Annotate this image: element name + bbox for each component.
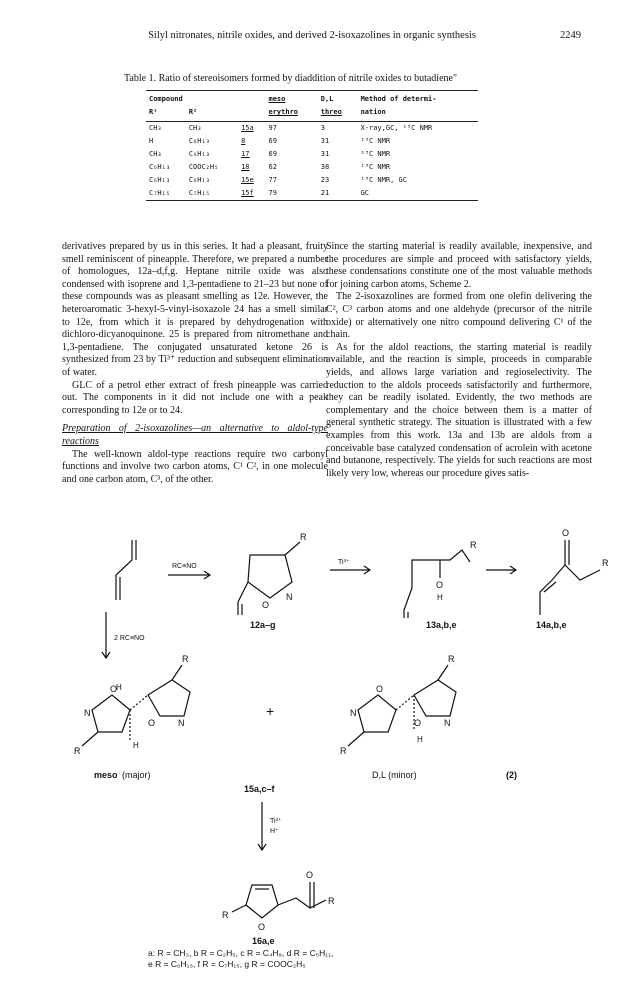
cell-compound: 15e [241, 176, 254, 184]
cell-r1: CH₃ [149, 150, 162, 158]
cell-r1: CH₃ [149, 124, 162, 132]
cell-dl: 23 [320, 176, 330, 184]
cell-dl: 31 [320, 150, 330, 158]
compound-label-14: 14a,b,e [536, 620, 567, 630]
compound-label-13: 13a,b,e [426, 620, 457, 630]
atom-o: O [148, 718, 156, 728]
reagent-ti3: Ti³⁺ [338, 559, 350, 566]
atom-o: O [436, 580, 444, 590]
reagent-2-nitrile-oxide: 2 RC≡NO [114, 635, 145, 642]
cell-compound: 8 [241, 137, 246, 145]
cell-r2: C₆H₁₃ [188, 176, 210, 184]
atom-r: R [74, 746, 81, 756]
cell-meso: 62 [268, 163, 277, 171]
atom-r: R [602, 558, 609, 568]
atom-o: O [414, 718, 422, 728]
atom-r: R [182, 654, 189, 664]
cell-method: ¹³C NMR, GC [360, 176, 407, 184]
atom-r: R [222, 910, 229, 920]
footnote-line: e R = C₆H₁₃, f R = C₇H₁₅, g R = COOC₂H₅ [148, 959, 306, 969]
cell-dl: 21 [320, 189, 330, 197]
paragraph: The well-known aldol-type reactions require two carbonyl functions and involve two carbon atoms, C¹ C², in one molecule and one carbon atom, C³, of the other. [62, 448, 328, 485]
cell-meso: 69 [268, 150, 277, 158]
header-meso: meso [268, 95, 286, 103]
header-erythro: erythro [266, 106, 318, 122]
plus-sign: + [266, 703, 275, 719]
cell-dl: 31 [320, 137, 330, 145]
cell-r1: H [149, 137, 154, 145]
bis-isoxazoline-dl-structure [348, 665, 456, 746]
cell-r2: COOC₂H₅ [188, 163, 219, 171]
left-text-column [62, 241, 328, 486]
bis-isoxazoline-meso-structure [82, 665, 190, 746]
header-compound: Compound [149, 95, 183, 103]
page-number: 2249 [560, 30, 581, 41]
label-meso: meso [94, 770, 118, 780]
compound-label-15: 15a,c–f [244, 784, 275, 794]
atom-n: N [286, 592, 293, 602]
scheme-number: (2) [506, 770, 517, 780]
table-row [146, 187, 478, 201]
cell-method: X-ray,GC, ¹³C NMR [360, 124, 433, 132]
cell-dl: 3 [320, 124, 325, 132]
atom-n: N [444, 718, 451, 728]
atom-r: R [300, 532, 307, 542]
cell-method: ¹³C NMR [360, 163, 391, 171]
paragraph: As for the aldol reactions, the starting material is readily available, and the reaction is simple, proceeds in comparable yields, and allows large variation and regioselectivity. The reduction to the aldols proceeds satisfactorily and furthermore, they can be readily isolated. Evidently, the two methods are complementary and the choice between them is a matter of general synthetic strategy. The situation is illustrated with a few examples from this work. 13a and 13b are aldols from a conceivable base catalyzed condensation of acrolein with acetone and butanone, respectively. The yields for such reactions are most likely very low, whereas our procedure gives satis- [326, 341, 592, 479]
cell-compound: 15f [241, 189, 254, 197]
stereoisomer-table [146, 90, 478, 201]
furan-16-structure [232, 882, 326, 918]
cell-meso: 97 [268, 124, 277, 132]
header-method: Method of determi- [360, 95, 437, 103]
reagent-h: H⁺ [270, 828, 279, 835]
enone-14-structure [540, 540, 600, 615]
butadiene-structure [116, 540, 136, 600]
cell-method: GC [360, 189, 369, 197]
atom-n: N [350, 708, 357, 718]
paragraph: derivatives prepared by us in this series. It had a pleasant, fruity smell reminiscent of pineapple. Therefore, we prepared a number of homologues, 12a–d,f,g. Heptane nitrile oxide was also condensed with isoprene and 1,3-pentadiene to 21–23 but none of these compounds was as pleasant smelling as 12e. However, the heteroaromatic 3-hexyl-5-vinyl-isoxazole 24 has a smell similar to 12e, from which it is prepared by dehydrogenation with dichloro-dicyanoquinone. 25 is prepared from nitromethane and 1,3-pentadiene. The conjugated unsaturated ketone 26 is synthesized from 23 by Ti³⁺ reduction and subsequent elimination of water. [62, 241, 328, 378]
reagent-nitrile-oxide: RC≡NO [172, 563, 197, 570]
cell-compound: 15a [241, 124, 254, 132]
table-row [146, 135, 478, 148]
atom-h: H [437, 593, 443, 602]
label-meso-note: (major) [122, 770, 151, 780]
cell-r1: C₇H₁₅ [149, 189, 171, 197]
cell-r1: C₆H₁₃ [149, 176, 171, 184]
atom-r: R [470, 540, 477, 550]
atom-h: H [133, 741, 139, 750]
cell-meso: 69 [268, 137, 277, 145]
running-title: Silyl nitronates, nitrile oxides, and derived 2-isoxazolines in organic synthesis [148, 30, 476, 41]
cell-method: ¹³C NMR [360, 137, 391, 145]
cell-r2: C₆H₁₃ [188, 150, 210, 158]
right-text-column [326, 241, 592, 480]
cell-meso: 77 [268, 176, 277, 184]
cell-r2: C₇H₁₅ [188, 189, 210, 197]
paragraph: The 2-isoxazolines are formed from one olefin delivering the C², C³ carbon atoms and one aldehyde (precursor of the nitrile oxide) or alternatively one nitro compound delivering C¹ of the chain. [326, 291, 592, 341]
atom-n: N [178, 718, 185, 728]
table-row [146, 122, 478, 136]
cell-meso: 79 [268, 189, 277, 197]
atom-h: H [417, 735, 423, 744]
reagent-ti3-b: Ti³⁺ [270, 818, 282, 825]
header-r2: R² [186, 106, 238, 122]
atom-h: H [116, 683, 122, 692]
atom-o: O [110, 684, 118, 694]
compound-label-16: 16a,e [252, 936, 275, 946]
atom-r: R [328, 896, 335, 906]
cell-method: ¹³C NMR [360, 150, 391, 158]
section-heading: Preparation of 2-isoxazolines—an alternative to aldol-type reactions [62, 423, 328, 447]
atom-r: R [340, 746, 347, 756]
footnote-line: a: R = CH₃, b R = C₂H₅, c R = C₄H₉, d R = C₅H₁₁, [148, 948, 334, 958]
cell-compound: 17 [241, 150, 250, 158]
atom-n: N [84, 708, 91, 718]
header-dl: D,L [320, 95, 334, 103]
paragraph: GLC of a petrol ether extract of fresh pineapple was carried out. The components in it did not include one with a peak corresponding to 12e or to 24. [62, 379, 328, 416]
header-r1: R¹ [146, 106, 186, 122]
table-row [146, 148, 478, 161]
header-threo: threo [318, 106, 358, 122]
reaction-scheme-2 [0, 520, 624, 980]
paragraph: Since the starting material is readily available, inexpensive, and the procedures are simple and proceed with satisfactory yields, these condensations constitute one of the most valuable methods for joining carbon atoms, Scheme 2. [326, 241, 592, 290]
cell-r2: CH₃ [188, 124, 202, 132]
table-caption: Table 1. Ratio of stereoisomers formed by diaddition of nitrile oxides to butadiene" [124, 73, 458, 84]
substituent-footnote [148, 948, 333, 970]
atom-o: O [262, 600, 270, 610]
cell-compound: 18 [241, 163, 250, 171]
cell-dl: 38 [320, 163, 330, 171]
table-row [146, 174, 478, 187]
table-row [146, 161, 478, 174]
atom-o: O [258, 922, 266, 932]
cell-r1: C₆H₁₃ [149, 163, 171, 171]
atom-o: O [562, 528, 570, 538]
atom-o: O [376, 684, 384, 694]
cell-r2: C₆H₁₃ [188, 137, 210, 145]
label-dl: D,L (minor) [372, 770, 417, 780]
atom-r: R [448, 654, 455, 664]
compound-label-12: 12a–g [250, 620, 276, 630]
atom-o: O [306, 870, 314, 880]
header-method-2: nation [358, 106, 478, 122]
